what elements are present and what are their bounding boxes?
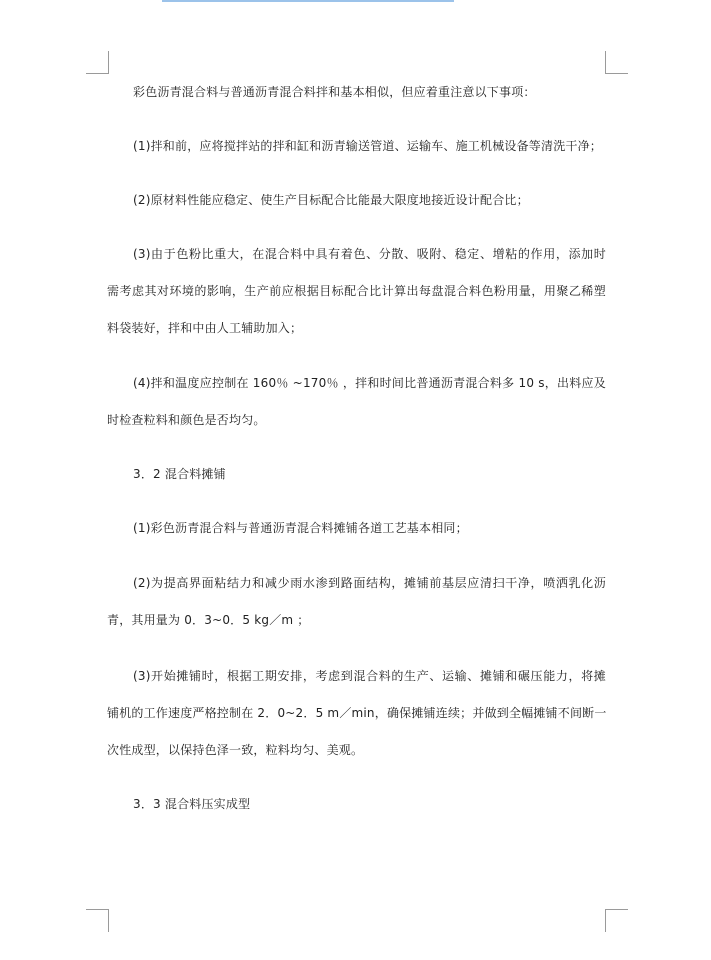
item-3-line-2: 需考虑其对环境的影响，生产前应根据目标配合比计算出每盘混合料色粉用量，用聚乙稀塑 bbox=[107, 284, 606, 298]
section-3-2-heading: 3．2 混合料摊铺 bbox=[133, 467, 226, 481]
top-selection-bar bbox=[162, 0, 454, 2]
item-3-line-3: 料袋装好，拌和中由人工辅助加入； bbox=[107, 321, 303, 335]
paving-item-3-line-1: (3)开始摊铺时，根据工期安排，考虑到混合料的生产、运输、摊铺和碾压能力，将摊 bbox=[133, 669, 606, 683]
item-2-line: (2)原材料性能应稳定、使生产目标配合比能最大限度地接近设计配合比； bbox=[133, 193, 529, 207]
paragraph-intro: 彩色沥青混合料与普通沥青混合料拌和基本相似，但应着重注意以下事项： bbox=[133, 85, 536, 99]
paving-item-2-line-2: 青，其用量为 0．3~0．5 kg／m ； bbox=[107, 613, 310, 627]
margin-corner-top-left bbox=[86, 51, 109, 74]
margin-corner-bottom-right bbox=[605, 909, 628, 932]
paving-item-3-line-2: 铺机的工作速度严格控制在 2．0~2．5 m／min，确保摊铺连续；并做到全幅摊铺不间断一 bbox=[107, 706, 607, 720]
paving-item-3-line-3: 次性成型，以保持色泽一致，粒料均匀、美观。 bbox=[107, 743, 364, 757]
item-4-line-2: 时检查粒料和颜色是否均匀。 bbox=[107, 413, 266, 427]
section-3-3-heading: 3．3 混合料压实成型 bbox=[133, 797, 251, 811]
item-3-line-1: (3)由于色粉比重大，在混合料中具有着色、分散、吸附、稳定、增粘的作用，添加时 bbox=[133, 247, 606, 261]
paving-item-2-line-1: (2)为提高界面粘结力和减少雨水渗到路面结构，摊铺前基层应清扫干净，喷洒乳化沥 bbox=[133, 576, 606, 590]
item-1-line: (1)拌和前，应将搅拌站的拌和缸和沥青输送管道、运输车、施工机械设备等清洗干净； bbox=[133, 139, 603, 153]
margin-corner-top-right bbox=[605, 51, 628, 74]
paving-item-1: (1)彩色沥青混合料与普通沥青混合料摊铺各道工艺基本相同； bbox=[133, 521, 468, 535]
margin-corner-bottom-left bbox=[86, 909, 109, 932]
item-4-line-1: (4)拌和温度应控制在 160％ ~170％ ，拌和时间比普通沥青混合料多 10 s，出料应及 bbox=[133, 376, 606, 390]
